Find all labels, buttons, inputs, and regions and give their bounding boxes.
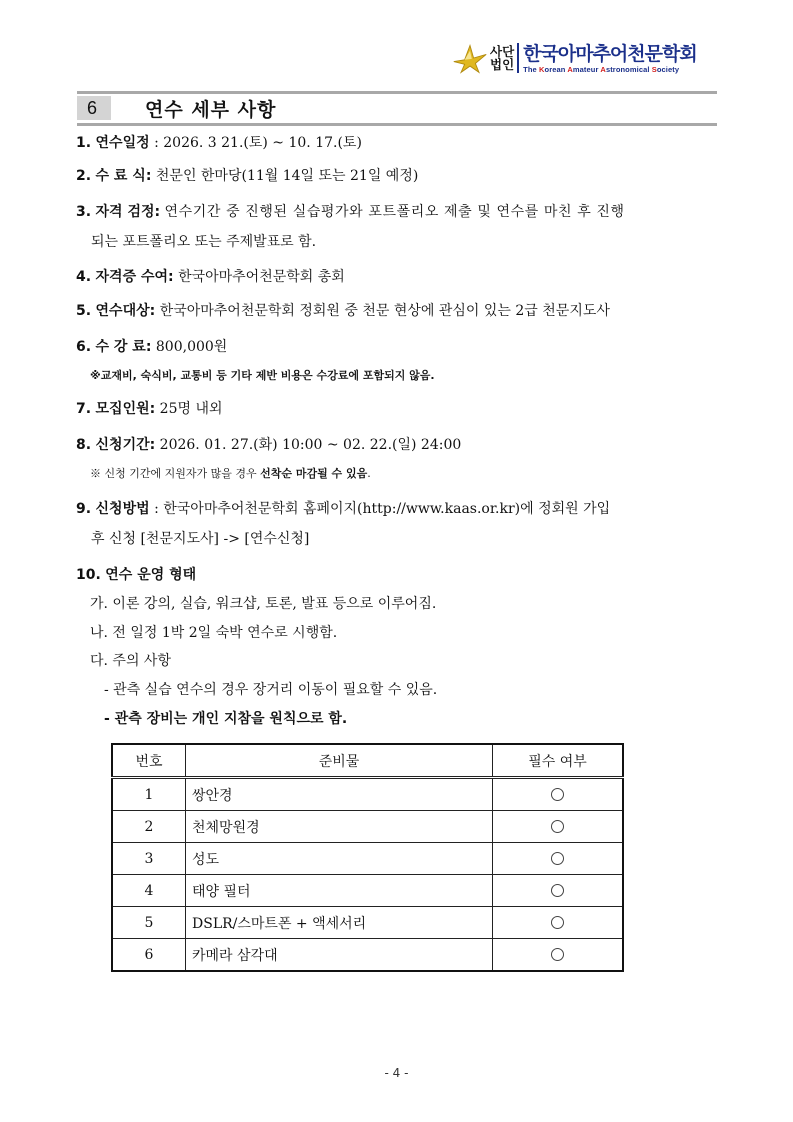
table-row: 6 카메라 삼각대	[112, 939, 623, 972]
required-circle-icon	[551, 948, 564, 961]
page-number: - 4 -	[384, 1066, 409, 1080]
col-header-number: 번호	[112, 744, 186, 778]
table-header-row	[112, 744, 623, 778]
table-row: 5 DSLR/스마트폰 + 액세서리	[112, 907, 623, 939]
caution-note-2: - 관측 장비는 개인 지참을 원칙으로 함.	[104, 711, 348, 727]
equipment-table	[111, 743, 624, 972]
item-fee: 6. 수 강 료: 800,000원	[76, 339, 228, 355]
item-schedule: 1. 연수일정 : 2026. 3 21.(토) ~ 10. 17.(토)	[76, 135, 362, 151]
star-logo-icon	[452, 41, 488, 75]
item-recruitment: 7. 모집인원: 25명 내외	[76, 401, 223, 417]
section-number: 6	[77, 96, 111, 120]
logo-divider	[517, 43, 519, 73]
item-graduation: 2. 수 료 식: 천문인 한마당(11월 14일 또는 21일 예정)	[76, 168, 419, 184]
table-row: 1 쌍안경	[112, 778, 623, 811]
organization-logo	[452, 38, 697, 78]
english-org-name: The Korean Amateur Astronomical Society	[523, 64, 680, 74]
table-row: 2 천체망원경	[112, 811, 623, 843]
col-header-required: 필수 여부	[493, 744, 624, 778]
operation-sub-c: 다. 주의 사항	[90, 653, 171, 669]
item-certification-exam: 3. 자격 검정: 연수기간 중 진행된 실습평가와 포트폴리오 제출 및 연수를 마친 후 진행	[76, 204, 625, 220]
required-circle-icon	[551, 916, 564, 929]
item-certificate-award: 4. 자격증 수여: 한국아마추어천문학회 총회	[76, 269, 345, 285]
section-header	[77, 96, 276, 120]
item-target: 5. 연수대상: 한국아마추어천문학회 정회원 중 천문 현상에 관심이 있는 2급 천문지도사	[76, 303, 610, 319]
operation-sub-a: 가. 이론 강의, 실습, 워크샵, 토론, 발표 등으로 이루어짐.	[90, 596, 437, 612]
corporation-label: 사단 법인	[490, 44, 515, 72]
fee-note: ※교재비, 숙식비, 교통비 등 기타 제반 비용은 수강료에 포함되지 않음.	[90, 369, 435, 382]
section-title: 연수 세부 사항	[145, 98, 277, 121]
operation-sub-b: 나. 전 일정 1박 2일 숙박 연수로 시행함.	[90, 625, 338, 641]
table-row: 3 성도	[112, 843, 623, 875]
required-circle-icon	[551, 820, 564, 833]
item-application-method-cont: 후 신청 [천문지도사] -> [연수신청]	[91, 531, 310, 547]
application-period-note: ※ 신청 기간에 지원자가 많을 경우 선착순 마감될 수 있음.	[90, 467, 371, 480]
col-header-item: 준비물	[186, 744, 493, 778]
required-circle-icon	[551, 884, 564, 897]
item-certification-exam-cont: 되는 포트폴리오 또는 주제발표로 함.	[91, 234, 317, 250]
item-application-method: 9. 신청방법 : 한국아마추어천문학회 홈페이지(http://www.kaas.or.kr)에 정회원 가입	[76, 501, 611, 517]
required-circle-icon	[551, 788, 564, 801]
korean-org-name: 한국아마추어천문학회	[523, 42, 697, 65]
table-row: 4 태양 필터	[112, 875, 623, 907]
item-operation: 10. 연수 운영 형태	[76, 567, 197, 583]
caution-note-1: - 관측 실습 연수의 경우 장거리 이동이 필요할 수 있음.	[104, 682, 438, 698]
section-bottom-rule	[77, 123, 717, 126]
item-application-period: 8. 신청기간: 2026. 01. 27.(화) 10:00 ~ 02. 22.(일) 24:00	[76, 437, 462, 453]
required-circle-icon	[551, 852, 564, 865]
